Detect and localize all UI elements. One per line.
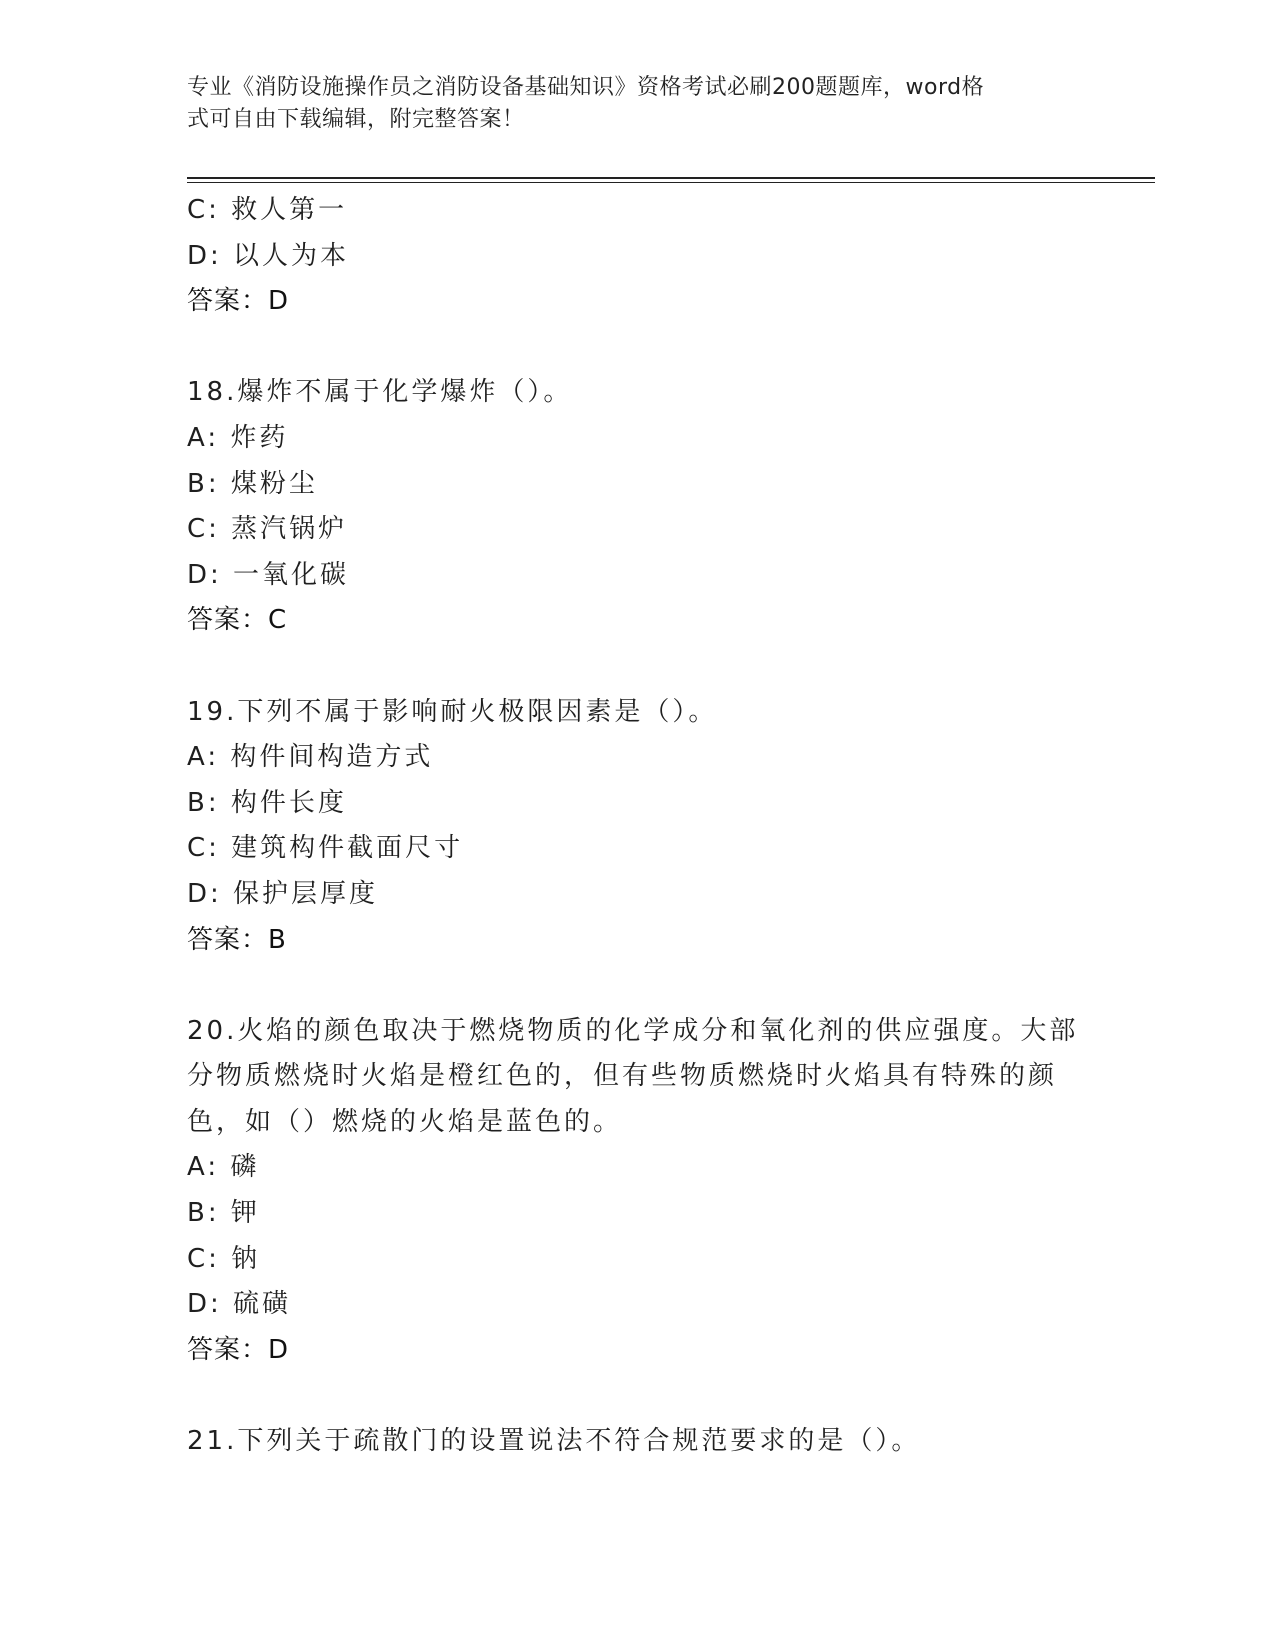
question-stem: 18.爆炸不属于化学爆炸（）。 xyxy=(187,377,573,408)
option-b: B: 钾 xyxy=(187,1198,260,1229)
question-stem-line-1: 20.火焰的颜色取决于燃烧物质的化学成分和氧化剂的供应强度。大部 xyxy=(187,1015,1079,1046)
option-b: B: 煤粉尘 xyxy=(187,468,318,499)
header-divider-thick xyxy=(187,177,1155,179)
option-a: A: 构件间构造方式 xyxy=(187,742,434,773)
option-d: D: 保护层厚度 xyxy=(187,878,379,909)
answer: 答案：D xyxy=(187,286,290,317)
option-c: C: 钠 xyxy=(187,1243,261,1274)
question-21 xyxy=(187,1419,1087,1465)
question-stem: 21.下列关于疏散门的设置说法不符合规范要求的是（）。 xyxy=(187,1426,921,1457)
option-a: A: 磷 xyxy=(187,1152,260,1183)
document-header xyxy=(187,72,1067,136)
question-list xyxy=(187,188,1087,1465)
option-d: D: 硫磺 xyxy=(187,1289,292,1320)
question-stem-line-2: 分物质燃烧时火焰是橙红色的，但有些物质燃烧时火焰具有特殊的颜 xyxy=(187,1061,1058,1092)
option-c: C: 救人第一 xyxy=(187,195,348,225)
option-b: B: 构件长度 xyxy=(187,787,347,818)
header-divider-thin xyxy=(187,182,1155,183)
question-stem: 19.下列不属于影响耐火极限因素是（）。 xyxy=(187,696,718,727)
question-18 xyxy=(187,370,1087,644)
header-line-1: 专业《消防设施操作员之消防设备基础知识》资格考试必刷200题题库，word格 xyxy=(187,75,985,100)
answer: 答案：B xyxy=(187,924,287,955)
header-line-2: 式可自由下载编辑，附完整答案！ xyxy=(187,107,525,132)
option-c: C: 蒸汽锅炉 xyxy=(187,514,348,545)
option-d: D: 以人为本 xyxy=(187,240,350,271)
option-a: A: 炸药 xyxy=(187,422,289,453)
question-19 xyxy=(187,690,1087,964)
answer: 答案：D xyxy=(187,1334,290,1365)
answer: 答案：C xyxy=(187,605,288,636)
question-20 xyxy=(187,1009,1087,1374)
question-stem-line-3: 色，如（）燃烧的火焰是蓝色的。 xyxy=(187,1106,623,1137)
option-c: C: 建筑构件截面尺寸 xyxy=(187,833,464,864)
option-d: D: 一氧化碳 xyxy=(187,559,350,590)
question-17-tail xyxy=(187,188,1087,325)
